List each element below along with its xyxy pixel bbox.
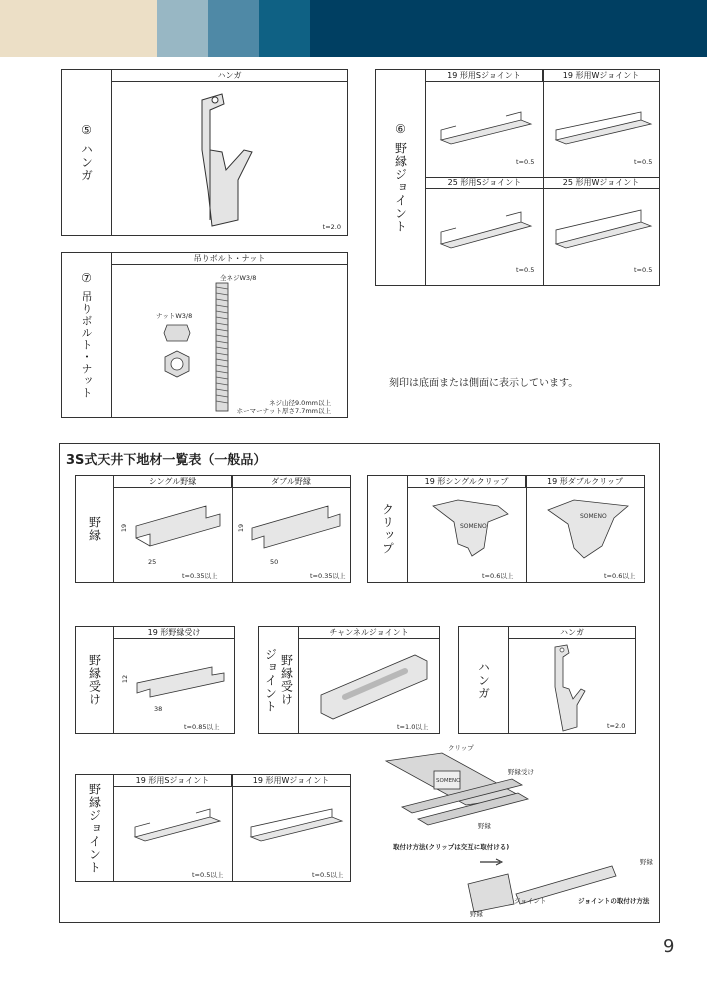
clip-brand-text: SOMENO — [580, 513, 607, 520]
column-header: ハンガ — [112, 70, 347, 82]
thickness-label: t=0.35以上 — [310, 572, 346, 580]
column-header: 19 形用Sジョイント — [114, 775, 232, 787]
section-number: ⑦ — [81, 271, 92, 285]
main-title: 3S式天井下地材一覧表（一般品） — [66, 453, 267, 468]
dim-label: 25 — [148, 558, 157, 566]
section-hanger-label-cell — [62, 70, 112, 235]
thickness-label: t=0.6以上 — [604, 572, 636, 580]
row-label: ジョイント — [263, 647, 278, 713]
diagram-label: ジョイント — [514, 897, 547, 905]
clip-label-cell — [368, 476, 408, 582]
column-header: 25 形用Sジョイント — [426, 177, 543, 189]
dim-label: 19 — [120, 523, 129, 533]
joint-w25-illustration — [551, 210, 656, 254]
main-hanger-illustration — [547, 643, 587, 733]
stamp-note: 刻印は底面または側面に表示しています。 — [389, 378, 579, 389]
thickness-label: t=1.0以上 — [397, 723, 429, 731]
dim-label: 50 — [270, 558, 279, 566]
thickness-label: t=0.5 — [516, 266, 535, 274]
column-header: ダブル野縁 — [232, 476, 350, 488]
main-hanger-box — [458, 626, 636, 734]
bolt-note-1: ネジ山径9.0mm以上 — [268, 399, 331, 407]
header-band-navy — [310, 0, 707, 57]
diagram-label: 野縁 — [478, 822, 491, 830]
diagram-label: クリップ — [448, 744, 474, 752]
installation-diagram — [382, 749, 532, 839]
column-header: 19 形用Wジョイント — [543, 70, 659, 82]
hanger-illustration — [182, 90, 282, 230]
noen-box — [75, 475, 351, 583]
diagram-caption: ジョイントの取付け方法 — [578, 897, 650, 905]
dim-label: 38 — [154, 705, 163, 713]
bolt-label: 全ネジW3/8 — [220, 274, 257, 282]
main-joint-s-illustration — [130, 805, 226, 845]
divider — [232, 476, 233, 582]
dim-label: 19 — [237, 523, 246, 533]
divider — [232, 775, 233, 881]
column-header: 吊りボルト・ナット — [112, 253, 347, 265]
thickness-label: t=0.5以上 — [312, 871, 344, 879]
diagram-label: 野縁 — [470, 910, 483, 918]
section-joint-label-cell — [376, 70, 426, 285]
channel-label-cell — [259, 627, 299, 733]
joint-s19-illustration — [436, 110, 536, 150]
row-label: 野縁受け — [87, 654, 102, 706]
page-number: 9 — [663, 936, 675, 957]
row-label: ハンガ — [476, 660, 491, 700]
joint-s25-illustration — [436, 210, 536, 254]
diagram-caption: 取付け方法(クリップは交互に取付ける) — [393, 843, 510, 851]
section-label: 吊りボルト・ナット — [80, 291, 93, 399]
thickness-label: t=0.85以上 — [184, 723, 220, 731]
joint-w19-illustration — [551, 110, 656, 150]
column-header: 25 形用Wジョイント — [543, 177, 659, 189]
thickness-label: t=0.5 — [634, 266, 653, 274]
bolt-note-2: ホーマーナット厚さ7.7mm以上 — [236, 407, 331, 415]
column-header: チャンネルジョイント — [299, 627, 439, 639]
header-band-lightblue — [157, 0, 208, 57]
column-header: シングル野縁 — [114, 476, 232, 488]
thickness-label: t=0.6以上 — [482, 572, 514, 580]
section-hanger-box — [61, 69, 348, 236]
thickness-label: t=2.0 — [322, 223, 341, 231]
column-header: 19 形野縁受け — [114, 627, 234, 639]
row-label: 野縁 — [87, 516, 102, 542]
thickness-label: t=0.5 — [516, 158, 535, 166]
section-bolt-box — [61, 252, 348, 418]
section-joint-box — [375, 69, 660, 286]
channel-joint-illustration — [315, 645, 433, 721]
diagram-label: 野縁 — [640, 858, 653, 866]
noen-label-cell — [76, 476, 114, 582]
main-hanger-label-cell — [459, 627, 509, 733]
section-number: ⑤ — [81, 123, 92, 137]
dim-label: 12 — [121, 674, 130, 684]
bolt-illustration — [212, 283, 232, 413]
thickness-label: t=0.5以上 — [192, 871, 224, 879]
diagram-label: 野縁受け — [508, 768, 534, 776]
uke-illustration — [132, 661, 232, 701]
single-noen-illustration — [128, 498, 228, 553]
nut-illustration — [162, 323, 192, 379]
section-label: 野縁ジョイント — [393, 142, 408, 233]
uke-label-cell — [76, 627, 114, 733]
thickness-label: t=0.5 — [634, 158, 653, 166]
clip-brand-text: SOMENO — [460, 523, 487, 530]
clip-box — [367, 475, 645, 583]
main-joint-box — [75, 774, 351, 882]
nut-label: ナットW3/8 — [156, 312, 193, 320]
thickness-label: t=2.0 — [607, 722, 626, 730]
column-header: 19 形シングルクリップ — [408, 476, 526, 488]
header-band-beige — [0, 0, 157, 57]
joint-mount-diagram — [462, 856, 622, 914]
row-label: 野縁ジョイント — [87, 782, 102, 874]
section-number: ⑥ — [395, 122, 406, 136]
main-joint-label-cell — [76, 775, 114, 881]
section-bolt-label-cell — [62, 253, 112, 417]
column-header: 19 形ダブルクリップ — [526, 476, 644, 488]
divider — [526, 476, 527, 582]
column-header: 19 形用Wジョイント — [232, 775, 350, 787]
diagram-brand-text: SOMENO — [436, 778, 461, 784]
header-band-midblue — [208, 0, 259, 57]
single-clip-illustration — [428, 496, 518, 566]
main-frame — [59, 443, 660, 923]
column-header: ハンガ — [509, 627, 635, 639]
row-label: クリップ — [380, 503, 395, 555]
double-clip-illustration — [544, 496, 634, 566]
main-joint-w-illustration — [246, 805, 346, 845]
row-label: 野縁受け — [279, 654, 294, 706]
uke-box — [75, 626, 235, 734]
column-header: 19 形用Sジョイント — [426, 70, 543, 82]
double-noen-illustration — [246, 498, 346, 553]
section-label: ハンガ — [79, 143, 94, 182]
channel-joint-box — [258, 626, 440, 734]
thickness-label: t=0.35以上 — [182, 572, 218, 580]
header-band-blue — [259, 0, 310, 57]
